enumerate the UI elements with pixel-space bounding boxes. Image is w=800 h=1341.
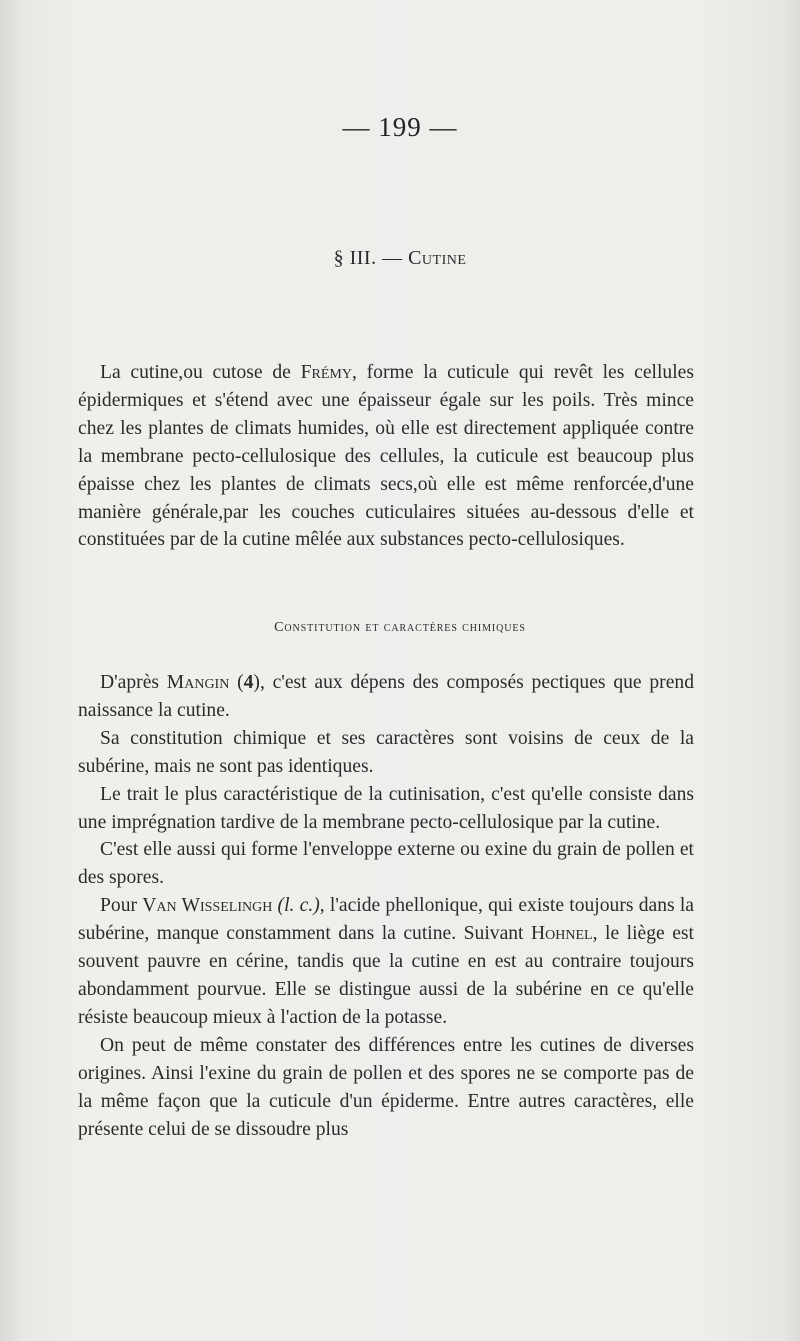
author-hohnel: Hohnel — [531, 923, 593, 945]
paragraph-exine: C'est elle aussi qui forme l'enveloppe externe ou exine du grain de pollen et des spores. — [78, 839, 694, 889]
subsection-heading: Constitution et caractères chimiques — [274, 620, 526, 635]
page-number: — 199 — — [342, 112, 458, 142]
intro-paragraph-block — [78, 359, 694, 554]
body-text-block — [78, 669, 694, 1143]
intro-paragraph: La cutine,ou cutose de Frémy, forme la cuticule qui revêt les cellules épidermiques et s'étend avec une épaisseur égale sur les poils. Très mince chez les plantes de climats humides, où elle est directement appliquée contre la membrane pecto-cellulosique des cellules, la cuticule est beaucoup plus épaisse chez les plantes de climats secs,où elle est même renforcée,d'une manière générale,par les couches cuticulaires situées au-dessous d'elle et constituées par de la cutine mêlée aux substances pecto-cellulosiques. — [78, 362, 694, 551]
author-van-wisselingh: Van Wisselingh — [142, 895, 273, 917]
paragraph-differences: On peut de même constater des différences entre les cutines de diverses origines. Ainsi l'exine du grain de pollen et des spores ne se comporte pas de la même façon que la cuticule d'un épiderme. Entre autres caractères, elle présente celui de se dissoudre plus — [78, 1034, 694, 1140]
section-number: § III. — — [333, 247, 409, 269]
paragraph-constitution: Sa constitution chimique et ses caractères sont voisins de ceux de la subérine, mais ne sont pas identiques. — [78, 727, 694, 777]
paragraph-mangin: D'après Mangin (4), c'est aux dépens des composés pectiques que prend naissance la cutine. — [78, 672, 694, 721]
author-mangin: Mangin — [166, 672, 230, 693]
section-name: Cutine — [408, 247, 467, 269]
paragraph-trait: Le trait le plus caractéristique de la cutinisation, c'est qu'elle consiste dans une imprégnation tardive de la membrane pecto-cellulosique par la cutine. — [78, 783, 694, 833]
paragraph-wisselingh: Pour Van Wisselingh (l. c.), l'acide phellonique, qui existe toujours dans la subérine, manque constamment dans la cutine. Suivant Hohnel, le liège est souvent pauvre en cérine, tandis que la cutine en est au contraire toujours abondamment pourvue. Elle se distingue aussi de la subérine en ce qu'elle résiste beaucoup mieux à l'action de la potasse. — [78, 895, 695, 1028]
reference-loc-cit: (l. c.) — [272, 895, 320, 917]
section-title — [0, 247, 800, 270]
reference-number: 4 — [243, 672, 254, 693]
author-fremy: Frémy — [300, 362, 352, 383]
